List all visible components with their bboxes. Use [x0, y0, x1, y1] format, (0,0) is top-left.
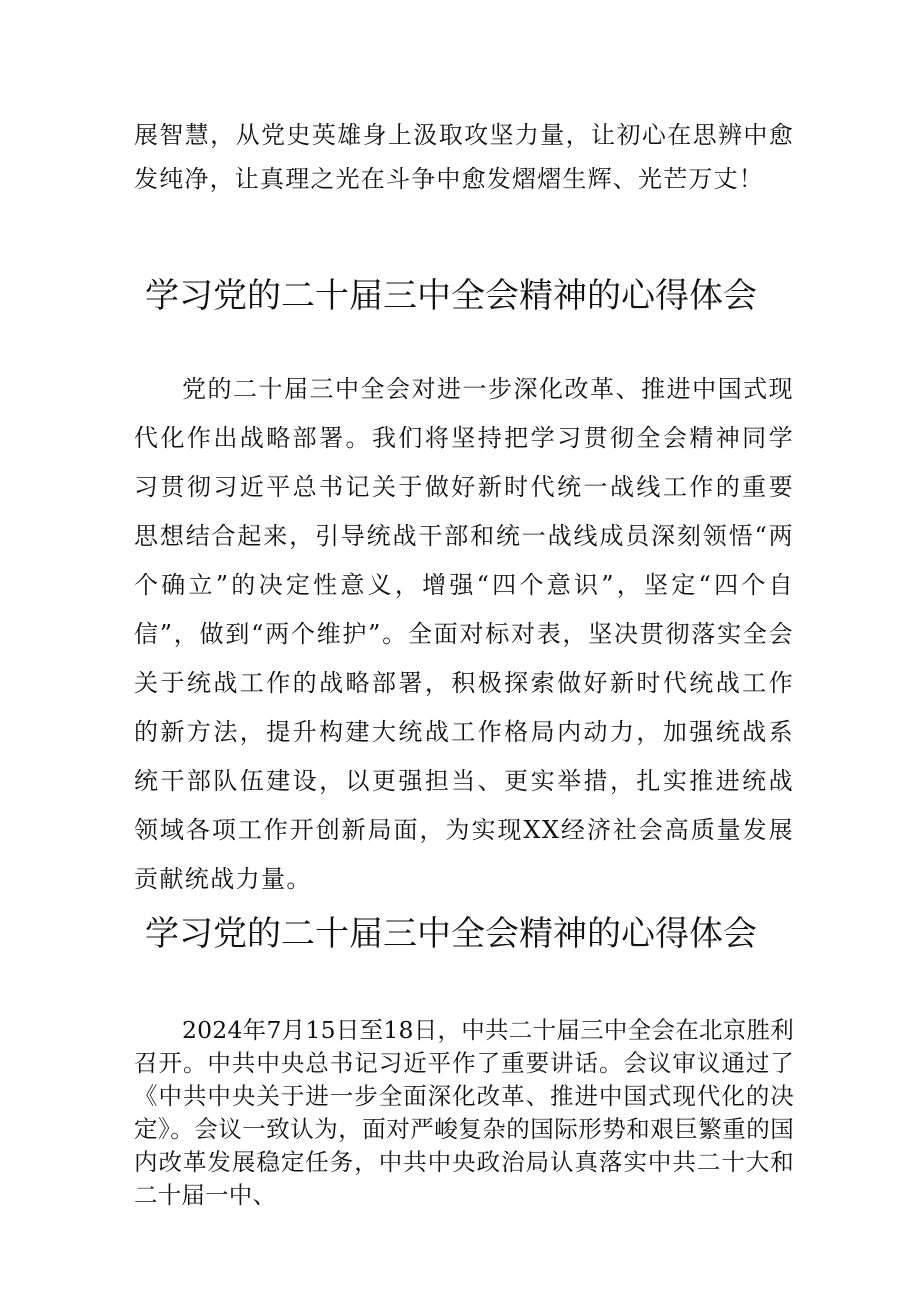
intro-paragraph: 展智慧，从党史英雄身上汲取攻坚力量，让初心在思辨中愈发纯净，让真理之光在斗争中愈发熠熠生辉、光芒万丈！ — [134, 121, 794, 193]
section-heading-2: 学习党的二十届三中全会精神的心得体会 — [145, 914, 757, 954]
section-paragraph-2: 2024年7月15日至18日，中共二十届三中全会在北京胜利召开。中共中央总书记习近平作了重要讲话。会议审议通过了《中共中央关于进一步全面深化改革、推进中国式现代化的决定》。会议一致认为，面对严峻复杂的国际形势和艰巨繁重的国内改革发展稳定任务，中共中央政治局认真落实中共二十大和二十届一中、 — [134, 1016, 794, 1209]
section-paragraph-1: 党的二十届三中全会对进一步深化改革、推进中国式现代化作出战略部署。我们将坚持把学习贯彻全会精神同学习贯彻习近平总书记关于做好新时代统一战线工作的重要思想结合起来，引导统战干部和统一战线成员深刻领悟“两个确立”的决定性意义，增强“四个意识”，坚定“四个自信”，做到“两个维护”。全面对标对表，坚决贯彻落实全会关于统战工作的战略部署，积极探索做好新时代统战工作的新方法，提升构建大统战工作格局内动力，加强统战系统干部队伍建设，以更强担当、更实举措，扎实推进统战领域各项工作开创新局面，为实现XX经济社会高质量发展贡献统战力量。 — [134, 375, 794, 893]
section-heading-1: 学习党的二十届三中全会精神的心得体会 — [145, 276, 757, 316]
